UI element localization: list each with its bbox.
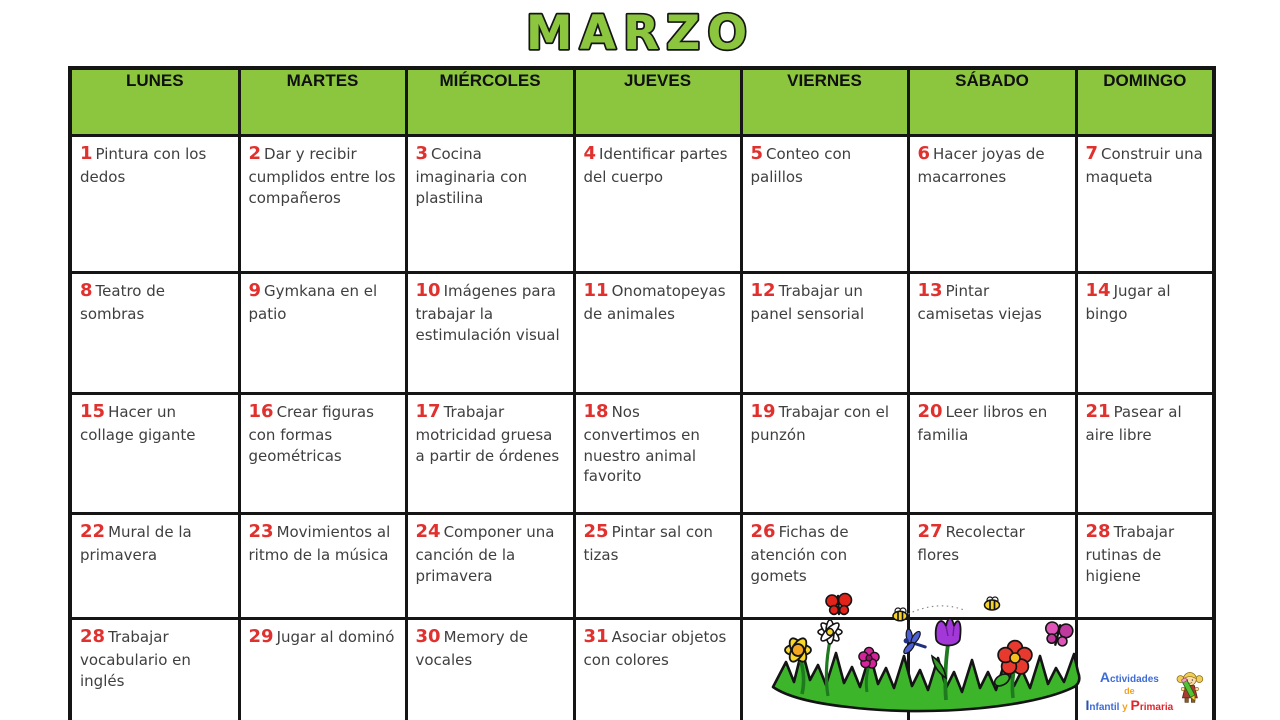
- day-number: 25: [583, 521, 609, 542]
- day-number: 10: [415, 280, 441, 301]
- page-title: [0, 0, 1280, 64]
- logo-line2: de: [1124, 686, 1135, 697]
- day-cell: [239, 514, 406, 619]
- day-number: 15: [80, 401, 106, 422]
- day-number: 7: [1085, 143, 1099, 164]
- dragonfly-icon: [898, 627, 929, 660]
- day-text: Crear figuras con formas geométricas: [248, 403, 374, 465]
- day-number: 16: [248, 401, 274, 422]
- day-number: 2: [248, 143, 262, 164]
- day-text: Jugar al dominó: [276, 628, 395, 646]
- day-text: Pintar sal con tizas: [583, 523, 713, 564]
- day-cell: [1076, 514, 1214, 619]
- day-text: Trabajar rutinas de higiene: [1085, 523, 1175, 585]
- weekday-header-row: [70, 68, 1214, 136]
- day-text: Trabajar vocabulario en inglés: [80, 628, 191, 690]
- day-text: Fichas de atención con gomets: [750, 523, 849, 585]
- week-row: [70, 273, 1214, 394]
- day-number: 31: [583, 626, 609, 647]
- day-text: Pasear al aire libre: [1085, 403, 1182, 444]
- day-number: 30: [415, 626, 441, 647]
- day-cell: [908, 394, 1076, 514]
- day-cell: [239, 136, 406, 273]
- publisher-logo: [1086, 659, 1206, 713]
- day-text: Identificar partes del cuerpo: [583, 145, 728, 186]
- day-number: 23: [248, 521, 274, 542]
- day-cell: [574, 273, 741, 394]
- day-number: 9: [248, 280, 262, 301]
- grass-icon: [773, 650, 1079, 711]
- day-cell: [70, 273, 239, 394]
- bee-icon: [985, 597, 1000, 610]
- week-row: [70, 394, 1214, 514]
- day-cell: [574, 514, 741, 619]
- logo-line3: [1086, 697, 1174, 714]
- day-cell: [574, 619, 741, 720]
- day-text: Pintura con los dedos: [80, 145, 207, 186]
- day-text: Componer una canción de la primavera: [415, 523, 555, 585]
- day-text: Movimientos al ritmo de la música: [248, 523, 391, 564]
- day-text: Asociar objetos con colores: [583, 628, 727, 669]
- day-text: Mural de la primavera: [80, 523, 192, 564]
- day-text: Hacer un collage gigante: [80, 403, 196, 444]
- day-cell: [406, 273, 574, 394]
- day-cell: [741, 136, 908, 273]
- day-number: 8: [80, 280, 93, 301]
- day-number: 4: [583, 143, 597, 164]
- weekday-header-sabado: SÁBADO: [908, 68, 1076, 136]
- logo-word-primaria: Primaria: [1130, 696, 1174, 713]
- day-cell: [239, 619, 406, 720]
- day-cell: [574, 136, 741, 273]
- day-text: Trabajar motricidad gruesa a partir de órdenes: [415, 403, 560, 465]
- weekday-header-lunes: LUNES: [70, 68, 239, 136]
- day-cell: [70, 619, 239, 720]
- day-number: 3: [415, 143, 429, 164]
- title-text: MARZO: [525, 6, 755, 61]
- day-cell: [741, 394, 908, 514]
- day-number: 21: [1085, 401, 1111, 422]
- day-text: Recolectar flores: [917, 523, 1025, 564]
- day-number: 28: [1085, 521, 1111, 542]
- day-number: 29: [248, 626, 274, 647]
- day-text: Jugar al bingo: [1085, 282, 1171, 323]
- day-cell: [574, 394, 741, 514]
- girl-with-pencil-icon: [1175, 659, 1205, 713]
- weekday-header-domingo: DOMINGO: [1076, 68, 1214, 136]
- day-number: 17: [415, 401, 441, 422]
- weekday-header-martes: MARTES: [239, 68, 406, 136]
- day-cell: [239, 273, 406, 394]
- weekday-header-miercoles: MIÉRCOLES: [406, 68, 574, 136]
- day-cell: [741, 273, 908, 394]
- weekday-header-jueves: JUEVES: [574, 68, 741, 136]
- day-cell-logo: [1076, 619, 1214, 720]
- butterfly-icon: [1042, 619, 1074, 648]
- day-text: Pintar camisetas viejas: [917, 282, 1042, 323]
- day-number: 27: [917, 521, 943, 542]
- day-cell: [1076, 273, 1214, 394]
- day-number: 12: [750, 280, 776, 301]
- day-cell: [1076, 136, 1214, 273]
- spring-flowers-clipart: [768, 592, 1086, 719]
- day-text: Gymkana en el patio: [248, 282, 378, 323]
- day-number: 14: [1085, 280, 1111, 301]
- day-number: 24: [415, 521, 441, 542]
- day-cell: [406, 394, 574, 514]
- day-text: Trabajar un panel sensorial: [750, 282, 865, 323]
- day-cell: [70, 394, 239, 514]
- day-number: 6: [917, 143, 931, 164]
- day-cell: [406, 619, 574, 720]
- day-cell: [908, 273, 1076, 394]
- day-cell: [908, 136, 1076, 273]
- day-cell: [70, 514, 239, 619]
- day-text: Dar y recibir cumplidos entre los compañeros: [248, 145, 396, 207]
- publisher-logo-text: [1086, 669, 1174, 713]
- day-cell: [70, 136, 239, 273]
- day-number: 11: [583, 280, 609, 301]
- logo-word-infantil: Infantil: [1085, 696, 1120, 713]
- bee-icon: [893, 606, 964, 621]
- logo-word-y: y: [1122, 701, 1128, 713]
- day-number: 28: [80, 626, 106, 647]
- day-text: Construir una maqueta: [1085, 145, 1203, 186]
- butterfly-icon: [826, 594, 852, 615]
- day-number: 26: [750, 521, 776, 542]
- logo-line1: Actividades: [1099, 668, 1159, 685]
- day-cell: [406, 136, 574, 273]
- day-number: 22: [80, 521, 106, 542]
- day-cell: [1076, 394, 1214, 514]
- day-text: Trabajar con el punzón: [750, 403, 889, 444]
- day-number: 5: [750, 143, 764, 164]
- weekday-header-viernes: VIERNES: [741, 68, 908, 136]
- day-text: Onomatopeyas de animales: [583, 282, 726, 323]
- day-number: 1: [80, 143, 93, 164]
- day-text: Teatro de sombras: [80, 282, 165, 323]
- day-text: Nos convertimos en nuestro animal favorito: [583, 403, 700, 486]
- day-text: Leer libros en familia: [917, 403, 1048, 444]
- day-number: 20: [917, 401, 943, 422]
- day-text: Cocina imaginaria con plastilina: [415, 145, 528, 207]
- day-number: 19: [750, 401, 776, 422]
- day-text: Hacer joyas de macarrones: [917, 145, 1045, 186]
- day-cell: [239, 394, 406, 514]
- day-cell: [406, 514, 574, 619]
- day-text: Conteo con palillos: [750, 145, 852, 186]
- day-text: Memory de vocales: [415, 628, 529, 669]
- title-lettering: [420, 2, 860, 62]
- day-number: 18: [583, 401, 609, 422]
- day-text: Imágenes para trabajar la estimulación visual: [415, 282, 560, 344]
- day-number: 13: [917, 280, 943, 301]
- week-row: [70, 136, 1214, 273]
